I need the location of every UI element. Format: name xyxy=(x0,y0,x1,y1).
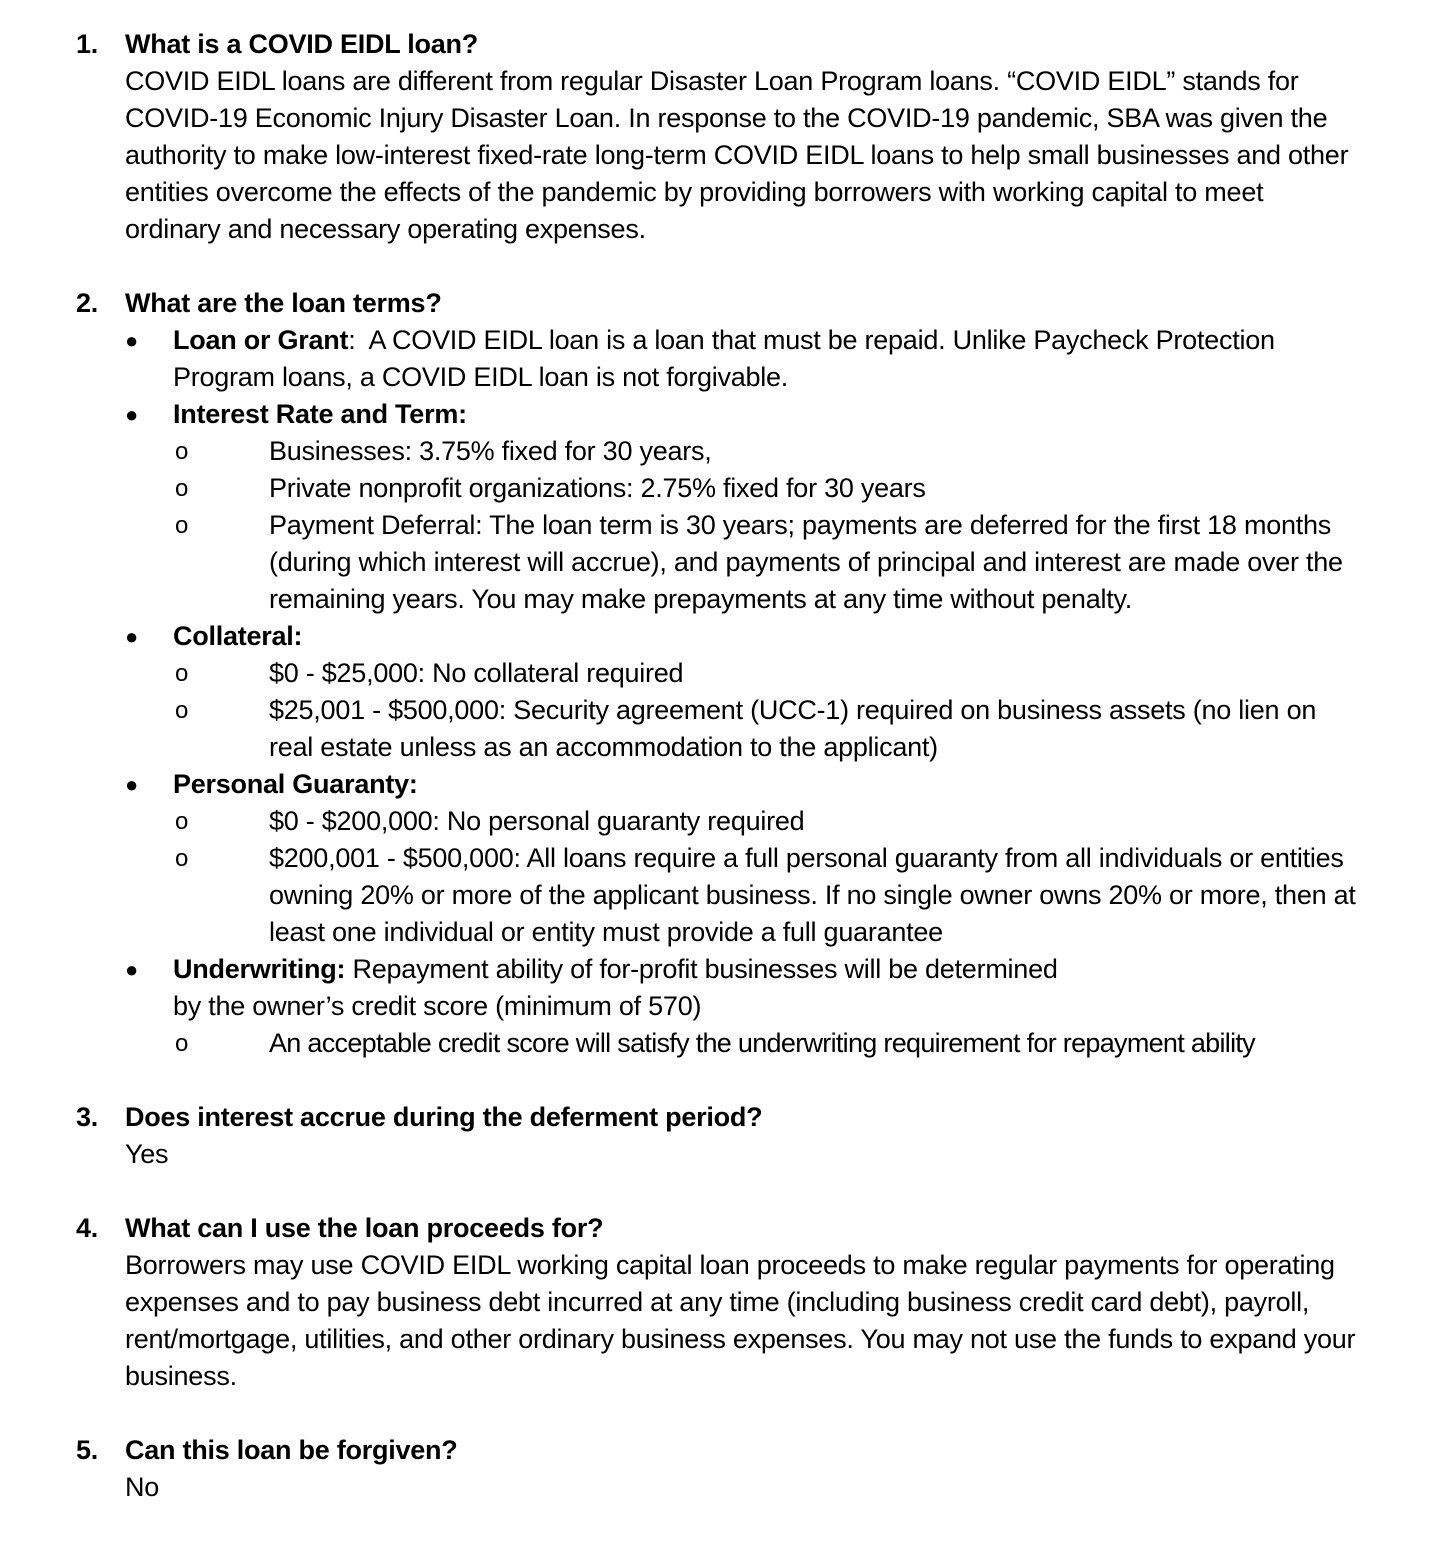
answer-text: COVID EIDL loans are different from regular Disaster Loan Program loans. “COVID EIDL” stands for COVID-19 Economic Injury Disaster Loan. In response to the COVID-19 pandemic, SBA was given the authority to make low-interest fixed-rate long-term COVID EIDL loans to help small businesses and other entities overcome the effects of the pandemic by providing borrowers with working capital to meet ordinary and necessary operating expenses. xyxy=(125,66,1349,244)
faq-item-2 xyxy=(0,285,1438,1062)
bullet-icon: ● xyxy=(125,328,139,353)
list-item-text: $25,001 - $500,000: Security agreement (UCC-1) required on business assets (no lien on real estate unless as an accommodation to the applicant) xyxy=(269,695,1317,762)
question-title: Does interest accrue during the deferment period? xyxy=(125,1102,763,1132)
circle-bullet-icon: o xyxy=(175,1030,188,1057)
faq-item-1 xyxy=(0,26,1438,248)
question-title: What are the loan terms? xyxy=(125,288,442,318)
question-number: 2. xyxy=(76,288,99,318)
list-item xyxy=(125,803,1358,840)
list-item xyxy=(125,655,1358,692)
list-item xyxy=(125,840,1358,951)
loan-term-underwriting xyxy=(125,951,1358,1025)
answer-text: No xyxy=(125,1472,160,1502)
faq-document xyxy=(0,26,1438,1543)
underwriting-sublist xyxy=(125,1025,1358,1062)
term-text: Repayment ability of for-profit businesses will be determined xyxy=(352,954,1058,984)
list-item xyxy=(125,433,1358,470)
collateral-sublist xyxy=(125,655,1358,766)
loan-term-collateral xyxy=(125,618,1358,655)
list-item xyxy=(125,692,1358,766)
faq-item-4 xyxy=(0,1210,1438,1395)
interest-rate-sublist xyxy=(125,433,1358,618)
list-item xyxy=(125,1025,1358,1062)
answer-text: Yes xyxy=(125,1139,169,1169)
circle-bullet-icon: o xyxy=(175,438,189,465)
bullet-icon: ● xyxy=(125,772,139,797)
loan-term-loan-or-grant xyxy=(125,322,1358,396)
circle-bullet-icon: o xyxy=(175,808,189,835)
question-number: 4. xyxy=(76,1213,99,1243)
term-label: Interest Rate and Term: xyxy=(173,399,467,429)
list-item-text: $200,001 - $500,000: All loans require a full personal guaranty from all individuals or entities owning 20% or more of the applicant business. If no single owner owns 20% or more, then at least one individual or entity must provide a full guarantee xyxy=(269,843,1356,947)
term-text-continued: by the owner’s credit score (minimum of 570) xyxy=(173,991,702,1021)
list-item-text: $0 - $25,000: No collateral required xyxy=(269,658,684,688)
question-number: 1. xyxy=(76,29,99,59)
question-title: What can I use the loan proceeds for? xyxy=(125,1213,604,1243)
circle-bullet-icon: o xyxy=(175,512,189,539)
question-number: 5. xyxy=(76,1435,99,1465)
question-number: 3. xyxy=(76,1102,99,1132)
bullet-icon: ● xyxy=(125,624,139,649)
list-item-text: $0 - $200,000: No personal guaranty required xyxy=(269,806,805,836)
circle-bullet-icon: o xyxy=(175,660,189,687)
term-label: Loan or Grant xyxy=(173,325,349,355)
term-label: Underwriting: xyxy=(173,954,346,984)
term-separator xyxy=(345,954,352,984)
faq-item-3 xyxy=(0,1099,1438,1173)
bullet-icon: ● xyxy=(125,957,139,982)
circle-bullet-icon: o xyxy=(175,845,189,872)
list-item xyxy=(125,470,1358,507)
term-label: Personal Guaranty: xyxy=(173,769,418,799)
question-title: What is a COVID EIDL loan? xyxy=(125,29,479,59)
term-text: A COVID EIDL loan is a loan that must be repaid. Unlike Paycheck Protection Program loans, a COVID EIDL loan is not forgivable. xyxy=(173,325,1275,392)
list-item xyxy=(125,507,1358,618)
list-item-text: Private nonprofit organizations: 2.75% fixed for 30 years xyxy=(269,473,926,503)
personal-guaranty-sublist xyxy=(125,803,1358,951)
faq-item-5 xyxy=(0,1432,1438,1506)
term-label: Collateral: xyxy=(173,621,303,651)
circle-bullet-icon: o xyxy=(175,475,189,502)
circle-bullet-icon: o xyxy=(175,697,189,724)
bullet-icon: ● xyxy=(125,402,139,427)
loan-term-interest-rate xyxy=(125,396,1358,433)
term-separator: : xyxy=(348,325,369,355)
list-item-text: Businesses: 3.75% fixed for 30 years, xyxy=(269,436,712,466)
list-item-text: Payment Deferral: The loan term is 30 years; payments are deferred for the first 18 months (during which interest will accrue), and payments of principal and interest are made over the remaining years. You may make prepayments at any time without penalty. xyxy=(269,510,1343,614)
list-item-text: An acceptable credit score will satisfy the underwriting requirement for repayment ability xyxy=(269,1028,1255,1058)
question-title: Can this loan be forgiven? xyxy=(125,1435,458,1465)
loan-term-personal-guaranty xyxy=(125,766,1358,803)
answer-text: Borrowers may use COVID EIDL working capital loan proceeds to make regular payments for operating expenses and to pay business debt incurred at any time (including business credit card debt), payroll, rent/mortgage, utilities, and other ordinary business expenses. You may not use the funds to expand your business. xyxy=(125,1250,1356,1391)
